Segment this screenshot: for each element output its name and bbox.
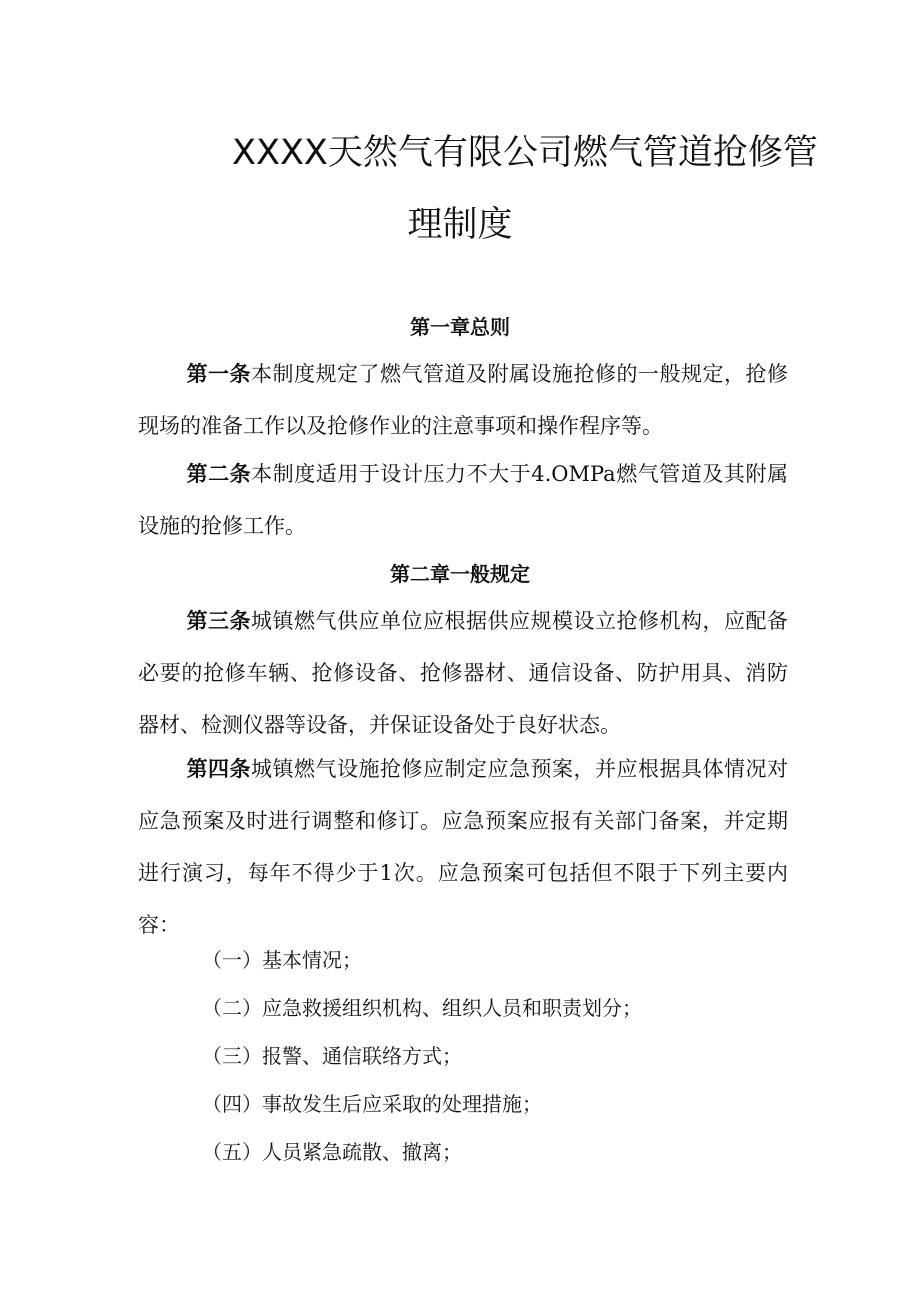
article-1-text: 本制度规定了燃气管道及附属设施抢修的一般规定，抢修现场的准备工作以及抢修作业的注意事项和操作程序等。 bbox=[138, 362, 788, 438]
article-1 bbox=[138, 348, 788, 452]
document-title-line-1: XXXX天然气有限公司燃气管道抢修管 bbox=[232, 133, 818, 173]
article-1-label: 第一条 bbox=[186, 362, 251, 386]
article-4-label: 第四条 bbox=[186, 757, 251, 781]
article-3-text: 城镇燃气供应单位应根据供应规模设立抢修机构，应配备必要的抢修车辆、抢修设备、抢修器材、通信设备、防护用具、消防器材、检测仪器等设备，并保证设备处于良好状态。 bbox=[138, 609, 788, 737]
list-item: （一）基本情况； bbox=[202, 948, 362, 972]
list-item: （四）事故发生后应采取的处理措施； bbox=[202, 1092, 542, 1116]
article-3-label: 第三条 bbox=[186, 609, 251, 633]
document-title-line-2: 理制度 bbox=[407, 205, 513, 245]
article-2-text: 本制度适用于设计压力不大于4.OMPa燃气管道及其附属设施的抢修工作。 bbox=[138, 462, 788, 538]
article-2-label: 第二条 bbox=[186, 462, 252, 486]
list-item: （五）人员紧急疏散、撤离； bbox=[202, 1140, 462, 1164]
list-item: （三）报警、通信联络方式； bbox=[202, 1044, 462, 1068]
chapter-2-heading: 第二章一般规定 bbox=[390, 562, 530, 586]
article-3 bbox=[138, 595, 788, 751]
article-2 bbox=[138, 448, 788, 552]
list-item: （二）应急救援组织机构、组织人员和职责划分； bbox=[202, 996, 642, 1020]
article-4 bbox=[138, 743, 788, 951]
article-4-text: 城镇燃气设施抢修应制定应急预案，并应根据具体情况对应急预案及时进行调整和修订。应急预案应报有关部门备案，并定期进行演习，每年不得少于1次。应急预案可包括但不限于下列主要内容： bbox=[138, 757, 788, 937]
chapter-1-heading: 第一章总则 bbox=[410, 315, 510, 339]
